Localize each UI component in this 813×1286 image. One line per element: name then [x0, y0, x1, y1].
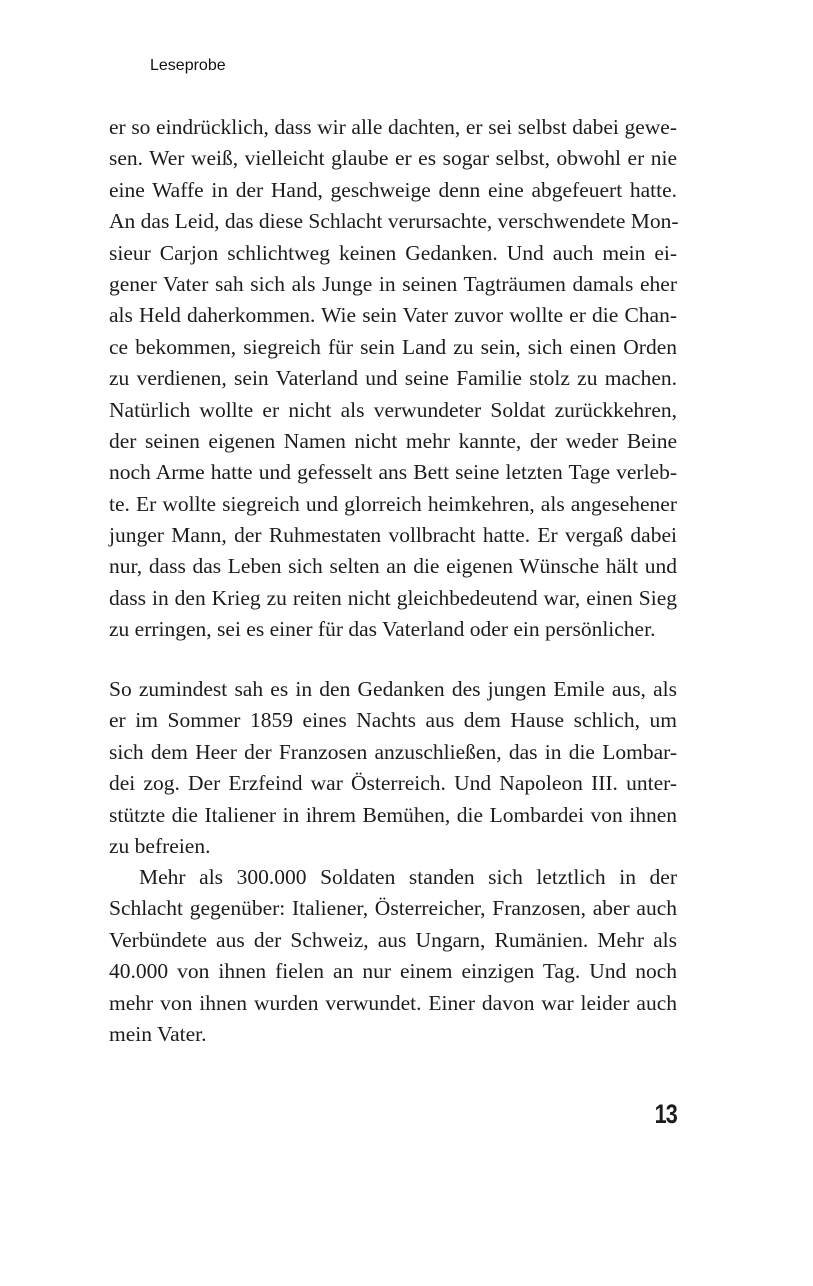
- text-line: zu erringen, sei es einer für das Vaterland oder ein persönlicher.: [109, 617, 656, 642]
- text-line: sieur Carjon schlichtweg keinen Gedanken. Und auch mein ei-: [109, 240, 677, 265]
- text-line: sich dem Heer der Franzosen anzuschließen, das in die Lombar-: [109, 739, 677, 764]
- text-line: ce bekommen, siegreich für sein Land zu sein, sich einen Orden: [109, 334, 677, 359]
- page-number: 13: [654, 1099, 677, 1129]
- text-line: An das Leid, das diese Schlacht verursachte, verschwendete Mon-: [109, 209, 679, 234]
- text-line: mehr von ihnen wurden verwundet. Einer davon war leider auch: [109, 990, 677, 1015]
- text-line: zu verdienen, sein Vaterland und seine Familie stolz zu machen.: [109, 366, 677, 391]
- text-line: Verbündete aus der Schweiz, aus Ungarn, Rumänien. Mehr als: [109, 927, 677, 952]
- text-line: als Held daherkommen. Wie sein Vater zuvor wollte er die Chan-: [109, 303, 677, 328]
- text-line: mein Vater.: [109, 1021, 207, 1046]
- text-line: Natürlich wollte er nicht als verwundeter Soldat zurückkehren,: [109, 397, 677, 422]
- text-line: Schlacht gegenüber: Italiener, Österreicher, Franzosen, aber auch: [109, 896, 677, 921]
- text-line: er im Sommer 1859 eines Nachts aus dem Hause schlich, um: [109, 708, 677, 733]
- text-line: gener Vater sah sich als Junge in seinen Tagträumen damals eher: [109, 271, 677, 296]
- text-line: der seinen eigenen Namen nicht mehr kannte, der weder Beine: [109, 428, 677, 453]
- paragraph-2: [109, 674, 677, 862]
- text-line: er so eindrücklich, dass wir alle dachten, er sei selbst dabei gewe-: [109, 115, 677, 139]
- text-line: 40.000 von ihnen fielen an nur einem einzigen Tag. Und noch: [109, 959, 677, 984]
- text-line: Mehr als 300.000 Soldaten standen sich letztlich in der: [139, 865, 677, 889]
- text-line: nur, dass das Leben sich selten an die eigenen Wünsche hält und: [109, 554, 677, 579]
- text-line: So zumindest sah es in den Gedanken des jungen Emile aus, als: [109, 677, 677, 701]
- paragraph-1: [109, 112, 677, 646]
- text-line: junger Mann, der Ruhmestaten vollbracht hatte. Er vergaß dabei: [109, 523, 677, 548]
- text-line: zu befreien.: [109, 833, 211, 858]
- text-line: dass in den Krieg zu reiten nicht gleichbedeutend war, einen Sieg: [109, 585, 677, 610]
- text-line: eine Waffe in der Hand, geschweige denn eine abgefeuert hatte.: [109, 177, 677, 202]
- running-header: Leseprobe: [150, 57, 226, 74]
- text-line: noch Arme hatte und gefesselt ans Bett seine letzten Tage verleb-: [109, 460, 677, 485]
- text-line: dei zog. Der Erzfeind war Österreich. Und Napoleon III. unter-: [109, 771, 677, 796]
- text-line: sen. Wer weiß, vielleicht glaube er es sogar selbst, obwohl er nie: [109, 146, 677, 171]
- text-line: te. Er wollte siegreich und glorreich heimkehren, als angesehener: [109, 491, 677, 516]
- text-line: stützte die Italiener in ihrem Bemühen, die Lombardei von ihnen: [109, 802, 677, 827]
- paragraph-3: [109, 862, 677, 1050]
